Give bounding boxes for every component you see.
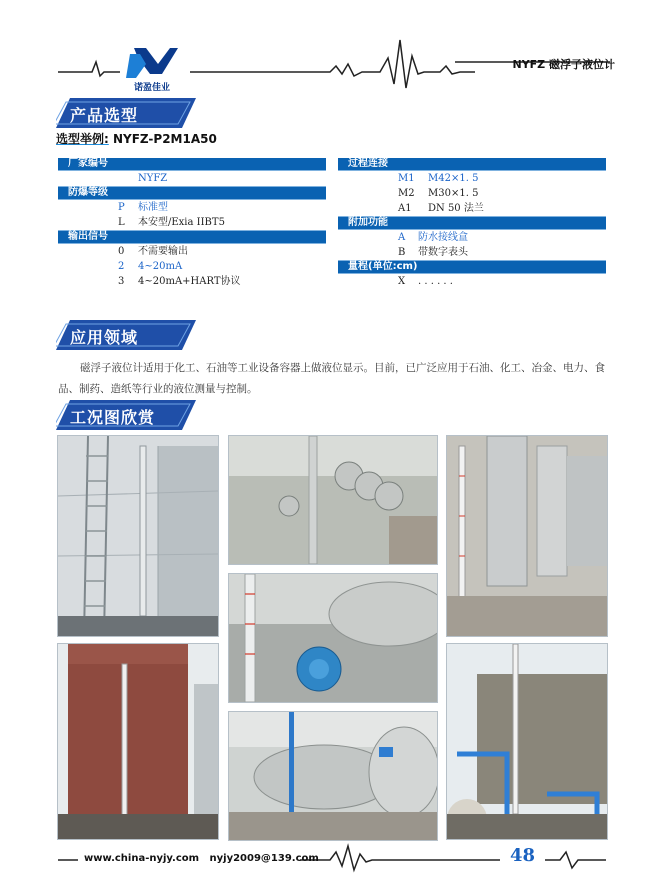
photo-tank-farm	[446, 435, 608, 637]
section-tab-application	[56, 320, 196, 350]
spec-column-right	[338, 158, 606, 289]
company-name: 诺盈佳业	[133, 83, 170, 93]
spec-block-title: 输出信号	[58, 231, 326, 243]
spec-column-left	[58, 158, 326, 289]
spec-block-range	[338, 261, 606, 289]
model-example-code: NYFZ-P2M1A50	[113, 132, 217, 146]
company-logo-icon	[120, 42, 184, 80]
spec-row: P 标准型	[58, 199, 326, 215]
section-title-gallery: 工况图欣赏	[70, 408, 156, 427]
spec-row: NYFZ	[58, 170, 326, 186]
spec-block-title: 附加功能	[338, 217, 606, 229]
spec-block-vendor	[58, 158, 326, 187]
spec-block-output	[58, 231, 326, 289]
photo-red-tank	[57, 643, 219, 840]
section-title-application: 应用领域	[70, 328, 139, 347]
spec-block-additional	[338, 217, 606, 261]
model-example	[56, 130, 217, 147]
section-title-selection: 产品选型	[70, 106, 139, 125]
spec-row: A 防水接线盒	[338, 229, 606, 245]
spec-block-title: 过程连接	[338, 158, 606, 170]
footer-email: nyjy2009@139.com	[209, 853, 319, 864]
spec-row: M2 M30×1. 5	[398, 188, 479, 199]
spec-row: B 带数字表头	[398, 247, 468, 258]
footer-website: www.china-nyjy.com	[84, 853, 200, 864]
spec-row: 3 4~20mA+HART协议	[118, 276, 241, 287]
page-number: 48	[510, 845, 536, 866]
spec-block-title: 厂家编号	[58, 158, 326, 170]
footer-contact	[84, 853, 319, 864]
spec-block-explosion	[58, 187, 326, 231]
spec-row: 2 4~20mA	[118, 261, 183, 272]
model-example-label: 选型举例:	[56, 132, 109, 146]
spec-row: L 本安型/Exia IIBT5	[118, 217, 225, 228]
section-tab-selection	[56, 98, 196, 128]
application-paragraph: 磁浮子液位计适用于化工、石油等工业设备容器上做液位显示。目前，已广泛应用于石油、化工、冶金、电力、食品、制药、造纸等行业的液位测量与控制。	[58, 362, 605, 395]
photo-outdoor-gauge	[446, 643, 608, 840]
spec-row: 0 不需要输出	[58, 243, 326, 259]
photo-junction-box	[228, 573, 438, 703]
document-title: NYFZ 磁浮子液位计	[512, 58, 615, 71]
spec-block-title: 防爆等级	[58, 187, 326, 199]
spec-block-title: 量程(单位:cm)	[338, 261, 606, 273]
photo-steel-tank-ladder	[57, 435, 219, 637]
spec-row: A1 DN 50 法兰	[398, 203, 484, 214]
section-tab-gallery	[56, 400, 196, 430]
spec-row: M1 M42×1. 5	[338, 170, 606, 186]
spec-row: X . . . . . .	[338, 273, 606, 289]
photo-horizontal-tanks	[228, 711, 438, 841]
spec-block-connection	[338, 158, 606, 217]
photo-flanged-connection	[228, 435, 438, 565]
